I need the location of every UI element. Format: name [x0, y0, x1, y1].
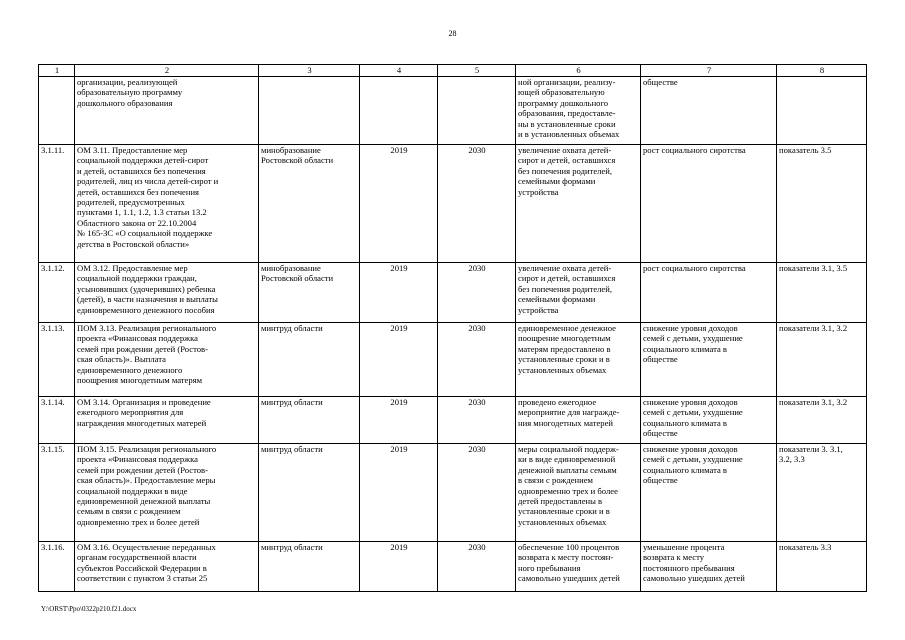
measure-number-cell	[39, 145, 75, 263]
expected-result-cell-line: программу дошкольного	[518, 97, 609, 108]
measure-name-cell-line: родителей, лиц из числа детей-сирот и	[77, 176, 219, 187]
expected-result-cell-line: сирот и детей, оставшихся	[518, 155, 616, 166]
executor-cell	[259, 397, 360, 444]
measure-number-cell	[39, 323, 75, 397]
measure-name-cell-line: ПОМ 3.15. Реализация регионального	[77, 444, 217, 454]
indicators-cell-line: показатели 3. 3.1,	[779, 444, 843, 454]
measure-name-cell-line: одновременно трех и более детей	[77, 516, 200, 527]
end-year-cell-text: 2030	[468, 444, 486, 454]
measure-name-cell-line: ежегодного мероприятия для	[77, 407, 184, 418]
measure-name-cell-line: ОМ 3.12. Предоставление мер	[77, 263, 188, 273]
measure-name-cell-line: детства в Ростовской области»	[77, 238, 190, 249]
indicators-cell	[777, 323, 867, 397]
measure-name-cell-line: ОМ 3.11. Предоставление мер	[77, 145, 188, 155]
expected-result-cell-line: обеспечение 100 процентов	[518, 542, 620, 552]
consequences-cell	[641, 542, 777, 592]
page-number: 28	[448, 29, 457, 38]
start-year-cell-text: 2019	[390, 397, 408, 407]
expected-result-cell	[516, 77, 641, 145]
start-year-cell	[360, 397, 438, 444]
consequences-cell-line: семей с детьми, ухудшение	[643, 333, 743, 344]
executor-cell	[259, 323, 360, 397]
column-header: 2	[75, 65, 259, 77]
executor-cell-line: минтруд области	[261, 542, 323, 552]
end-year-cell	[438, 263, 516, 323]
table-row	[39, 323, 867, 397]
consequences-cell-line: обществе	[643, 428, 678, 439]
expected-result-cell	[516, 145, 641, 263]
expected-result-cell-line: ной организации, реализу-	[518, 77, 616, 87]
expected-result-cell	[516, 323, 641, 397]
expected-result-cell-line: ющей образовательную	[518, 87, 605, 98]
consequences-cell-line: рост социального сиротства	[643, 263, 746, 273]
end-year-cell	[438, 77, 516, 145]
measure-name-cell-line: ская область)». Предоставление меры	[77, 475, 216, 486]
measure-name-cell-line: ОМ 3.14. Организация и проведение	[77, 397, 211, 407]
column-header: 3	[259, 65, 360, 77]
consequences-cell-line: социального климата в	[643, 464, 727, 475]
expected-result-cell-line: ны в установленные сроки	[518, 118, 616, 129]
indicators-cell-line: показатели 3.1, 3.2	[779, 323, 848, 333]
indicators-cell-line: показатели 3.1, 3.5	[779, 263, 848, 273]
expected-result-cell-line: установленных объемах	[518, 516, 607, 527]
indicators-cell	[777, 542, 867, 592]
consequences-cell-line: уменьшение процента	[643, 542, 725, 552]
expected-result-cell-line: ния многодетных матерей	[518, 417, 614, 428]
measure-name-cell-line: социальной поддержки детей-сирот	[77, 155, 209, 166]
indicators-cell	[777, 397, 867, 444]
expected-result-cell-line: единовременное денежное	[518, 323, 616, 333]
consequences-cell	[641, 263, 777, 323]
executor-cell	[259, 542, 360, 592]
measure-name-cell-line: дошкольного образования	[77, 97, 173, 108]
measure-number-cell	[39, 397, 75, 444]
end-year-cell	[438, 397, 516, 444]
consequences-cell-line: снижение уровня доходов	[643, 397, 738, 407]
expected-result-cell-line: устройства	[518, 186, 559, 197]
measure-name-cell-line: ская область)». Выплата	[77, 354, 166, 365]
column-header: 8	[777, 65, 867, 77]
expected-result-cell-line: увеличение охвата детей-	[518, 263, 612, 273]
measure-name-cell-line: семьям в связи с рождением	[77, 506, 181, 517]
consequences-cell-line: социального климата в	[643, 417, 727, 428]
file-path-footer: Y:\ORST\Ppo\0322p210.f21.docx	[41, 605, 137, 613]
expected-result-cell-line: денежной выплаты семьям	[518, 464, 617, 475]
consequences-cell	[641, 145, 777, 263]
measure-name-cell	[75, 323, 259, 397]
measure-number-cell-text: 3.1.16.	[41, 542, 65, 552]
expected-result-cell-line: возврата к месту постоян-	[518, 552, 614, 563]
indicators-cell-line: показатель 3.5	[779, 145, 832, 155]
consequences-cell	[641, 397, 777, 444]
table-row	[39, 263, 867, 323]
measure-number-cell	[39, 263, 75, 323]
consequences-cell-line: обществе	[643, 354, 678, 365]
measure-name-cell-line: детей, оставшихся без попечения	[77, 186, 199, 197]
consequences-cell-line: постоянного пребывания	[643, 562, 735, 573]
indicators-cell	[777, 145, 867, 263]
table-row	[39, 542, 867, 592]
measure-name-cell-line: проекта «Финансовая поддержка	[77, 333, 198, 344]
measure-number-cell	[39, 77, 75, 145]
indicators-cell-line: показатель 3.3	[779, 542, 832, 552]
measure-name-cell-line: и детей, оставшихся без попечения	[77, 165, 206, 176]
column-header: 5	[438, 65, 516, 77]
expected-result-cell-line: сирот и детей, оставшихся	[518, 273, 616, 284]
indicators-cell	[777, 444, 867, 542]
indicators-cell-line: 3.2, 3.3	[779, 454, 805, 465]
measure-name-cell-line: проекта «Финансовая поддержка	[77, 454, 198, 465]
executor-cell-line: минобразование	[261, 263, 321, 273]
measure-number-cell-text: 3.1.12.	[41, 263, 65, 273]
start-year-cell-text: 2019	[390, 323, 408, 333]
measure-name-cell-line: соответствии с пунктом 3 статьи 25	[77, 573, 208, 584]
measure-name-cell-line: № 165-ЗС «О социальной поддержке	[77, 228, 213, 239]
start-year-cell-text: 2019	[390, 444, 408, 454]
column-header: 4	[360, 65, 438, 77]
consequences-cell-line: рост социального сиротства	[643, 145, 746, 155]
expected-result-cell	[516, 444, 641, 542]
consequences-cell-line: семей с детьми, ухудшение	[643, 454, 743, 465]
measure-name-cell-line: единовременного денежного пособия	[77, 304, 215, 315]
measure-number-cell	[39, 542, 75, 592]
measure-name-cell-line: организации, реализующей	[77, 77, 178, 87]
expected-result-cell-line: устройства	[518, 304, 559, 315]
expected-result-cell-line: ки в виде единовременной	[518, 454, 616, 465]
consequences-cell	[641, 323, 777, 397]
measure-name-cell-line: ПОМ 3.13. Реализация регионального	[77, 323, 217, 333]
expected-result-cell-line: матерям предоставлено в	[518, 343, 611, 354]
measure-name-cell-line: образовательную программу	[77, 87, 183, 98]
measure-name-cell	[75, 397, 259, 444]
column-header: 6	[516, 65, 641, 77]
measures-table	[38, 64, 867, 592]
column-header: 1	[39, 65, 75, 77]
expected-result-cell-line: без попечения родителей,	[518, 165, 612, 176]
expected-result-cell-line: увеличение охвата детей-	[518, 145, 612, 155]
indicators-cell-line: показатели 3.1, 3.2	[779, 397, 848, 407]
start-year-cell	[360, 145, 438, 263]
end-year-cell	[438, 542, 516, 592]
measure-name-cell-line: усыновивших (удочеривших) ребенка	[77, 283, 216, 294]
consequences-cell-line: возврата к месту	[643, 552, 705, 563]
measure-name-cell-line: социальной поддержки в виде	[77, 485, 188, 496]
executor-cell-line: минобразование	[261, 145, 321, 155]
measure-name-cell-line: единовременной денежной выплаты	[77, 496, 211, 507]
measure-name-cell	[75, 145, 259, 263]
measure-name-cell-line: субъектов Российской Федерации в	[77, 562, 207, 573]
measure-name-cell-line: (детей), в части назначения и выплаты	[77, 294, 218, 305]
measure-name-cell-line: пунктами 1, 1.1, 1.2, 1.3 статьи 13.2	[77, 207, 207, 218]
end-year-cell	[438, 145, 516, 263]
start-year-cell	[360, 263, 438, 323]
start-year-cell	[360, 444, 438, 542]
expected-result-cell-line: детей предоставлены в	[518, 496, 603, 507]
measure-name-cell	[75, 77, 259, 145]
expected-result-cell-line: проведено ежегодное	[518, 397, 597, 407]
expected-result-cell-line: установленных объемах	[518, 364, 607, 375]
start-year-cell-text: 2019	[390, 542, 408, 552]
executor-cell	[259, 77, 360, 145]
executor-cell-line: минтруд области	[261, 323, 323, 333]
start-year-cell-text: 2019	[390, 263, 408, 273]
end-year-cell-text: 2030	[468, 323, 486, 333]
end-year-cell-text: 2030	[468, 263, 486, 273]
consequences-cell-line: обществе	[643, 77, 678, 87]
consequences-cell-line: социального климата в	[643, 343, 727, 354]
start-year-cell	[360, 542, 438, 592]
end-year-cell	[438, 323, 516, 397]
expected-result-cell-line: ного пребывания	[518, 562, 581, 573]
measure-name-cell-line: семей при рождении детей (Ростов-	[77, 343, 208, 354]
expected-result-cell-line: одновременно трех и более	[518, 485, 618, 496]
table-row	[39, 77, 867, 145]
measure-number-cell-text: 3.1.11.	[41, 145, 65, 155]
measure-number-cell-text: 3.1.15.	[41, 444, 65, 454]
measure-name-cell-line: социальной поддержки граждан,	[77, 273, 197, 284]
measure-name-cell-line: родителей, предусмотренных	[77, 197, 185, 208]
executor-cell	[259, 444, 360, 542]
expected-result-cell-line: без попечения родителей,	[518, 283, 612, 294]
consequences-cell-line: обществе	[643, 475, 678, 486]
expected-result-cell	[516, 263, 641, 323]
end-year-cell-text: 2030	[468, 145, 486, 155]
measure-name-cell-line: ОМ 3.16. Осуществление переданных	[77, 542, 216, 552]
executor-cell-line: минтруд области	[261, 444, 323, 454]
expected-result-cell-line: семейными формами	[518, 294, 596, 305]
measure-number-cell-text: 3.1.14.	[41, 397, 65, 407]
executor-cell-line: Ростовской области	[261, 273, 334, 284]
expected-result-cell-line: установленные сроки и в	[518, 506, 610, 517]
indicators-cell	[777, 263, 867, 323]
measure-name-cell-line: поощрения многодетным матерям	[77, 375, 203, 386]
expected-result-cell-line: самовольно ушедших детей	[518, 573, 620, 584]
measure-name-cell	[75, 542, 259, 592]
end-year-cell-text: 2030	[468, 542, 486, 552]
end-year-cell-text: 2030	[468, 397, 486, 407]
consequences-cell-line: снижение уровня доходов	[643, 323, 738, 333]
table-row	[39, 397, 867, 444]
measure-name-cell-line: семей при рождении детей (Ростов-	[77, 464, 208, 475]
start-year-cell	[360, 77, 438, 145]
expected-result-cell-line: образования, предоставле-	[518, 108, 616, 119]
executor-cell-line: Ростовской области	[261, 155, 334, 166]
measure-name-cell-line: органам государственной власти	[77, 552, 197, 563]
measure-number-cell-text: 3.1.13.	[41, 323, 65, 333]
executor-cell	[259, 263, 360, 323]
expected-result-cell-line: меры социальной поддерж-	[518, 444, 619, 454]
start-year-cell-text: 2019	[390, 145, 408, 155]
end-year-cell	[438, 444, 516, 542]
measure-number-cell	[39, 444, 75, 542]
measure-name-cell-line: единовременного денежного	[77, 364, 183, 375]
executor-cell	[259, 145, 360, 263]
expected-result-cell-line: семейными формами	[518, 176, 596, 187]
expected-result-cell	[516, 397, 641, 444]
expected-result-cell-line: установленные сроки и в	[518, 354, 610, 365]
indicators-cell	[777, 77, 867, 145]
expected-result-cell-line: поощрение многодетным	[518, 333, 611, 344]
consequences-cell	[641, 444, 777, 542]
column-header: 7	[641, 65, 777, 77]
header-row	[39, 65, 867, 77]
consequences-cell-line: снижение уровня доходов	[643, 444, 738, 454]
expected-result-cell-line: мероприятие для награжде-	[518, 407, 620, 418]
measure-name-cell-line: награждения многодетных матерей	[77, 417, 207, 428]
table-row	[39, 145, 867, 263]
consequences-cell	[641, 77, 777, 145]
consequences-cell-line: самовольно ушедших детей	[643, 573, 745, 584]
consequences-cell-line: семей с детьми, ухудшение	[643, 407, 743, 418]
table-row	[39, 444, 867, 542]
expected-result-cell-line: и в установленных объемах	[518, 129, 620, 140]
executor-cell-line: минтруд области	[261, 397, 323, 407]
measure-name-cell	[75, 263, 259, 323]
expected-result-cell-line: в связи с рождением	[518, 475, 593, 486]
measure-name-cell	[75, 444, 259, 542]
measure-name-cell-line: Областного закона от 22.10.2004	[77, 217, 197, 228]
expected-result-cell	[516, 542, 641, 592]
start-year-cell	[360, 323, 438, 397]
